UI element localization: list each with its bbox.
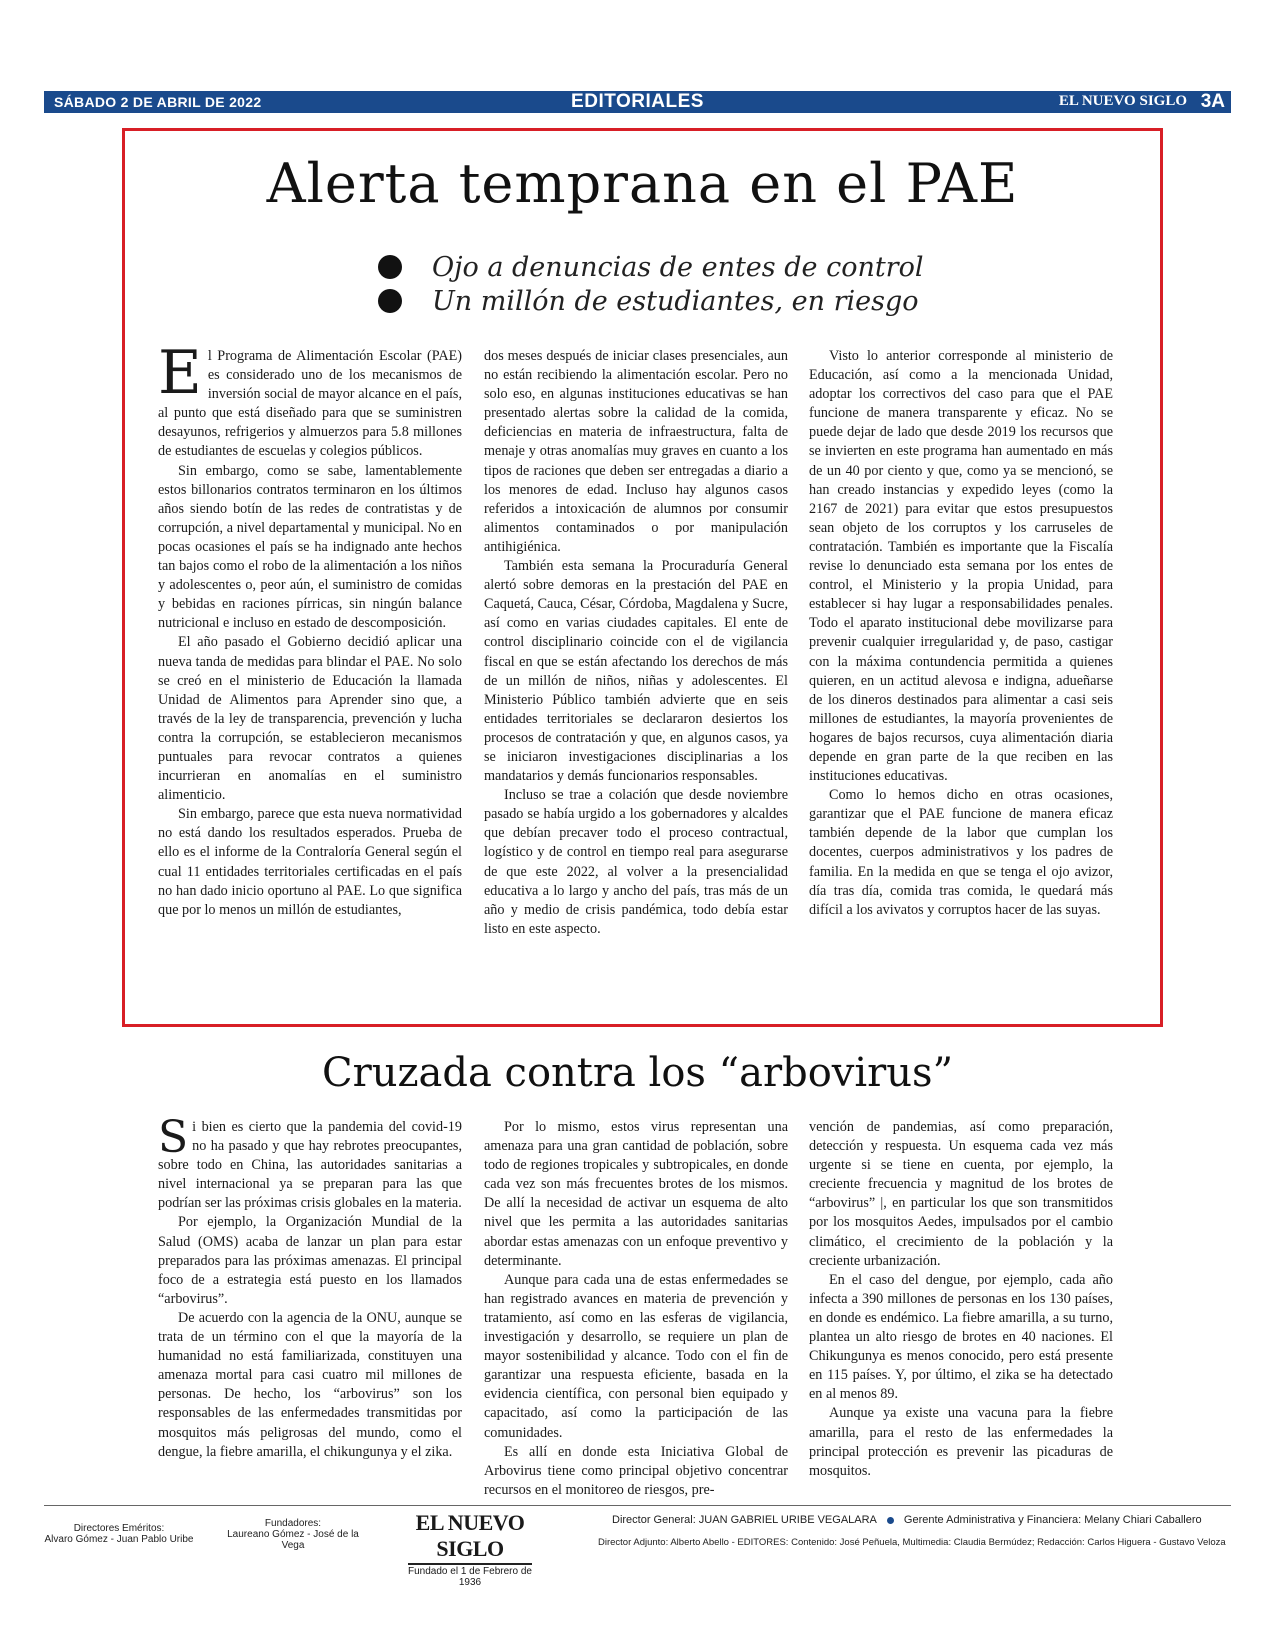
paragraph: Como lo hemos dicho en otras ocasiones, garantizar que el PAE funcione de manera eficaz también depende de la labor que cumplan los docentes, cuerpos administrativos y los padres de familia. En la medida en que se tenga el ojo avizor, día tras día, comida tras comida, le quedará más difícil a los avivatos y corruptos hacer de las suyas. bbox=[809, 787, 1113, 918]
footer-fundadores bbox=[218, 1518, 368, 1551]
editorial-1-column-3 bbox=[809, 347, 1113, 920]
paragraph: Visto lo anterior corresponde al ministerio de Educación, así como a la mencionada Unidad, adoptar los correctivos del caso para que el PAE funcione de manera transparente y eficaz. No se puede dejar de lado que desde 2019 los recursos que se invierten en este programa han aumentado en más de un 40 por ciento y que, como ya se mencionó, se han creado instancias y expedido leyes (como la 2167 de 2021) para evitar que estos presupuestos sean objeto de los corruptos y los carruseles de contratación. También es importante que la Fiscalía revise lo denunciado esta semana por los entes de control, el Ministerio y la propia Unidad, para establecer si hay lugar a responsabilidades penales. Todo el aparato institucional debe movilizarse para prevenir cualquier irregularidad y, de paso, castigar con la máxima contundencia permitida a quienes quieren, en un actitud alevosa e indigna, adueñarse de los dineros destinados para alimentar a casi seis millones de estudiantes, la mayoría provenientes de hogares de bajos recursos, cuya alimentación diaria depende en gran parte de la que reciben en las instituciones educativas. bbox=[809, 348, 1113, 785]
subhead-text: Ojo a denuncias de entes de control bbox=[432, 251, 924, 283]
separator-dot-icon bbox=[887, 1517, 894, 1524]
footer-staff-line-1 bbox=[612, 1514, 1202, 1526]
section-title: EDITORIALES bbox=[571, 91, 704, 112]
editorial-1-column-1 bbox=[158, 338, 462, 920]
editorial-2-column-1 bbox=[158, 1112, 462, 1462]
editorial-2-column-3 bbox=[809, 1118, 1113, 1481]
paragraph: De acuerdo con la agencia de la ONU, aunque se trata de un término con el que la mayoría de la humanidad no está familiarizada, constituyen una amenaza mortal para casi cuatro mil millones de personas. De hecho, los “arbovirus” son los responsables de las enfermedades transmitidas por mosquitos más peligrosas del mundo, como el dengue, la fiebre amarilla, el chikungunya y el zika. bbox=[158, 1309, 462, 1460]
footer-logo-rule bbox=[408, 1563, 532, 1565]
paragraph-text: l Programa de Alimentación Escolar (PAE) es considerado uno de los mecanismos de inversión social de mayor alcance en el país, al punto que está diseñado para que se suministren desayunos, refrigerios y almuerzos para 5.8 millones de estudiantes de escuelas y colegios públicos. bbox=[158, 348, 462, 460]
subhead-line bbox=[378, 284, 923, 318]
paragraph: Aunque ya existe una vacuna para la fiebre amarilla, para el resto de las enfermedades la principal protección es prevenir las picaduras de mosquitos. bbox=[809, 1405, 1113, 1479]
footer-logo-name: EL NUEVO SIGLO bbox=[415, 1510, 525, 1561]
editorial-1-subheads bbox=[378, 250, 923, 318]
gerente: Gerente Administrativa y Financiera: Melany Chiari Caballero bbox=[903, 1514, 1202, 1526]
page-header-bar bbox=[44, 91, 1231, 113]
bullet-icon bbox=[378, 289, 402, 313]
footer-directores bbox=[44, 1523, 194, 1545]
paragraph: Incluso se trae a colación que desde noviembre pasado se había urgido a los gobernadores y alcaldes que debían precaver todo el proceso contractual, logístico y de control en tiempo real para asegurarse de que este 2022, al volver a la presencialidad educativa a lo largo y ancho del país, tras más de un año y medio de crisis pandémica, todo debía estar listo en este aspecto. bbox=[484, 787, 788, 937]
paragraph: Sin embargo, como se sabe, lamentablemente estos billonarios contratos terminaron en los últimos años siendo botín de las redes de contratistas y de corrupción, a nivel departamental y municipal. No en pocas ocasiones el país se ha indignado ante hechos tan bajos como el robo de la alimentación a los niños y adolescentes o, peor aún, el suministro de comidas y bebidas en raciones pírricas, sin ningún balance nutricional e incluso en estado de descomposición. bbox=[158, 462, 462, 632]
paragraph: Por ejemplo, la Organización Mundial de la Salud (OMS) acaba de lanzar un plan para estar preparados para las próximas amenazas. El principal foco de a estrategia está puesto en los llamados “arbovirus”. bbox=[158, 1214, 462, 1307]
paragraph: Aunque para cada una de estas enfermedades se han registrado avances en materia de prevención y tratamiento, así como en las esferas de vigilancia, investigación y desarrollo, se requiere un plan de mayor sostenibilidad y alcance. Todo con el fin de garantizar una respuesta eficiente, basada en la evidencia científica, con personal bien equipado y capacitado, así como la participación de las comunidades. bbox=[484, 1271, 788, 1441]
publication-date: SÁBADO 2 DE ABRIL DE 2022 bbox=[54, 94, 262, 110]
footer-founded: Fundado el 1 de Febrero de 1936 bbox=[408, 1566, 532, 1588]
drop-cap: S bbox=[158, 1112, 189, 1163]
paragraph: dos meses después de iniciar clases presenciales, aun no están recibiendo la alimentación escolar. Pero no solo eso, en algunas instituciones educativas se han presentado alertas sobre la calidad de la comida, deficiencias en materia de infraestructura, falta de menaje y otras anomalías muy graves en cuanto a los tipos de raciones que deben ser entregadas a diario a los menores de edad. Incluso hay algunos casos referidos a intoxicación de alumnos por consumir alimentos contaminados o por manipulación antihigiénica. bbox=[484, 348, 788, 555]
bullet-icon bbox=[378, 255, 402, 279]
drop-cap: E bbox=[158, 338, 202, 408]
paragraph: También esta semana la Procuraduría General alertó sobre demoras en la prestación del PAE en Caquetá, Cauca, César, Córdoba, Magdalena y Sucre, así como en varias ciudades capitales. El ente de control disciplinario coincide con el de vigilancia fiscal en que se están afectando los derechos de más de un millón de niños, niñas y adolescentes. El Ministerio Público también advierte que en seis entidades territoriales se declararon desiertos los procesos de contratación y que, en algunos casos, ya se iniciaron investigaciones disciplinarias a los mandatarios y demás funcionarios responsables. bbox=[484, 558, 788, 785]
paragraph: Por lo mismo, estos virus representan una amenaza para una gran cantidad de población, sobre todo de regiones tropicales y subtropicales, en donde cada vez son más frecuentes brotes de los mismos. De allí la necesidad de activar un esquema de alto nivel que les permita a las autoridades sanitarias abordar estas amenazas con un enfoque preventivo y determinante. bbox=[484, 1119, 788, 1269]
directores-label: Directores Eméritos: bbox=[73, 1523, 165, 1534]
editorial-2-column-2 bbox=[484, 1118, 788, 1500]
fundadores-names: Laureano Gómez - José de la Vega bbox=[227, 1529, 359, 1551]
subhead-line bbox=[378, 250, 923, 284]
fundadores-label: Fundadores: bbox=[264, 1518, 322, 1529]
footer-staff-line-2: Director Adjunto: Alberto Abello - EDITORES: Contenido: José Peñuela, Multimedia: Claudia Bermúdez; Redacción: Carlos Higuera - Gustavo Veloza bbox=[598, 1537, 1226, 1548]
director-general: Director General: JUAN GABRIEL URIBE VEGALARA bbox=[612, 1514, 877, 1526]
paragraph: Es allí en donde esta Iniciativa Global de Arbovirus tiene como principal objetivo concentrar recursos en el monitoreo de riesgos, pre- bbox=[484, 1443, 788, 1498]
newspaper-brand: EL NUEVO SIGLO bbox=[1058, 93, 1187, 109]
paragraph bbox=[158, 338, 462, 462]
paragraph: vención de pandemias, así como preparación, detección y respuesta. Un esquema cada vez más urgente si se tiene en cuenta, por ejemplo, la creciente frecuencia y magnitud de los brotes de “arbovirus” |, en particular los que son transmitidos por los mosquitos Aedes, impulsados por el cambio climático, el crecimiento de la población y la creciente urbanización. bbox=[809, 1119, 1113, 1269]
subhead-text: Un millón de estudiantes, en riesgo bbox=[432, 285, 919, 317]
editorial-2-headline: Cruzada contra los “arbovirus” bbox=[321, 1050, 954, 1096]
paragraph bbox=[158, 1112, 462, 1213]
footer-divider bbox=[44, 1505, 1231, 1506]
footer-logo bbox=[400, 1510, 540, 1588]
directores-names: Alvaro Gómez - Juan Pablo Uribe bbox=[44, 1534, 194, 1545]
paragraph: En el caso del dengue, por ejemplo, cada año infecta a 390 millones de personas en los 130 países, en donde es endémico. La fiebre amarilla, a su turno, plantea un alto riesgo de brotes en 40 naciones. El Chikungunya es menos conocido, pero está presente en 115 países. Y, por último, el zika se ha detectado en al menos 89. bbox=[809, 1271, 1113, 1403]
page-number: 3A bbox=[1200, 91, 1225, 112]
editorial-1-headline: Alerta temprana en el PAE bbox=[266, 152, 1019, 215]
paragraph-text: i bien es cierto que la pandemia del covid-19 no ha pasado y que hay rebrotes preocupantes, sobre todo en China, las autoridades sanitarias a nivel internacional ya se preparan para las que podrían ser las próximas crisis globales en la materia. bbox=[158, 1119, 462, 1212]
paragraph: Sin embargo, parece que esta nueva normatividad no está dando los resultados esperados. Prueba de ello es el informe de la Contraloría General según el cual 11 entidades territoriales certificadas en el país no han dado inicio oportuno al PAE. Lo que significa que por lo menos un millón de estudiantes, bbox=[158, 806, 462, 918]
editorial-1-column-2 bbox=[484, 347, 788, 939]
paragraph: El año pasado el Gobierno decidió aplicar una nueva tanda de medidas para blindar el PAE. No solo se creó en el ministerio de Educación la llamada Unidad de Alimentos para Aprender sino que, a través de la ley de transparencia, prevención y lucha contra la corrupción, se establecieron mecanismos puntuales para revocar contratos a quienes incurrieran en anomalías en el suministro alimenticio. bbox=[158, 634, 462, 804]
